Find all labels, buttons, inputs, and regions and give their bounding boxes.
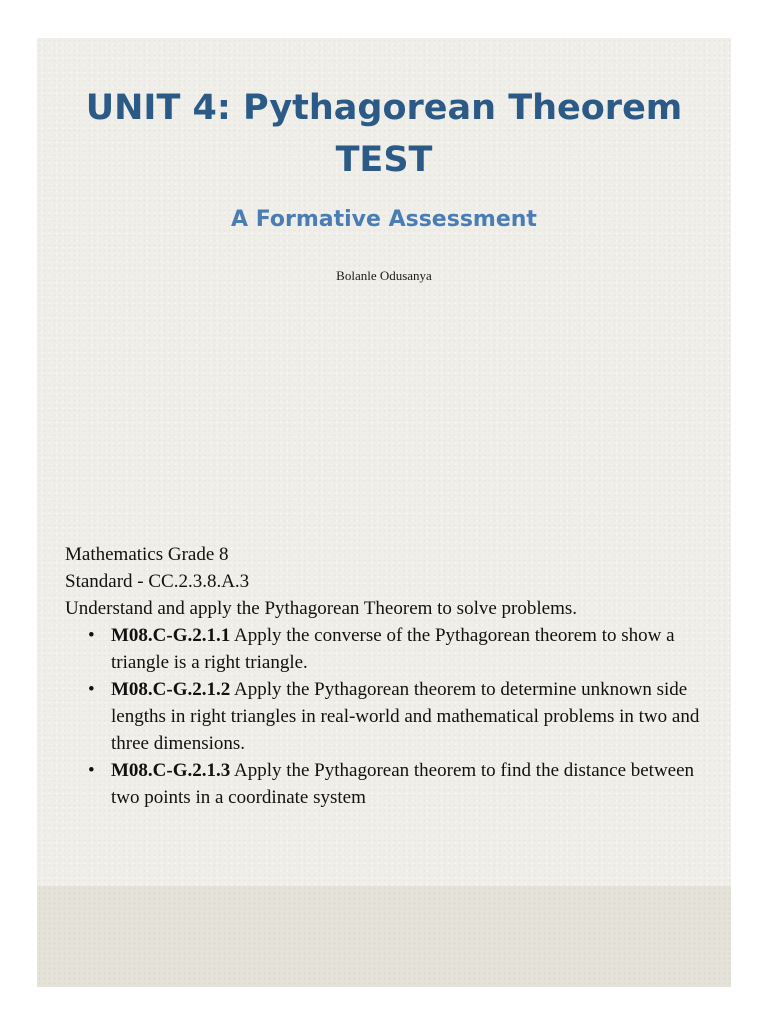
subtitle: A Formative Assessment [231,207,537,232]
course-label: Mathematics Grade 8 [65,544,229,565]
author-name: Bolanle Odusanya [336,268,432,283]
bullet-icon: • [88,625,95,646]
footer-band [37,886,731,987]
standards-list [65,622,705,811]
standard-description: Understand and apply the Pythagorean Theorem to solve problems. [65,598,577,619]
list-item [65,622,705,676]
standard-text: Apply the Pythagorean theorem to find the distance between two points in a coordinate system [111,760,695,808]
standard-label: Standard - CC.2.3.8.A.3 [65,571,250,592]
title-line-2: TEST [335,140,433,180]
standard-code: M08.C-G.2.1.3 [111,760,231,781]
bullet-icon: • [88,679,95,700]
standard-text: Apply the converse of the Pythagorean theorem to show a triangle is a right triangle. [111,625,675,673]
list-item [65,676,705,757]
list-item [65,757,705,811]
standard-code: M08.C-G.2.1.1 [111,625,231,646]
title-line-1: UNIT 4: Pythagorean Theorem [85,88,683,128]
standard-text: Apply the Pythagorean theorem to determine unknown side lengths in right triangles in real-world and mathematical problems in two and three dimensions. [111,679,700,754]
standard-code: M08.C-G.2.1.2 [111,679,231,700]
document-page [37,38,731,987]
standards-section [65,541,705,811]
page-title [37,82,731,186]
bullet-icon: • [88,760,95,781]
